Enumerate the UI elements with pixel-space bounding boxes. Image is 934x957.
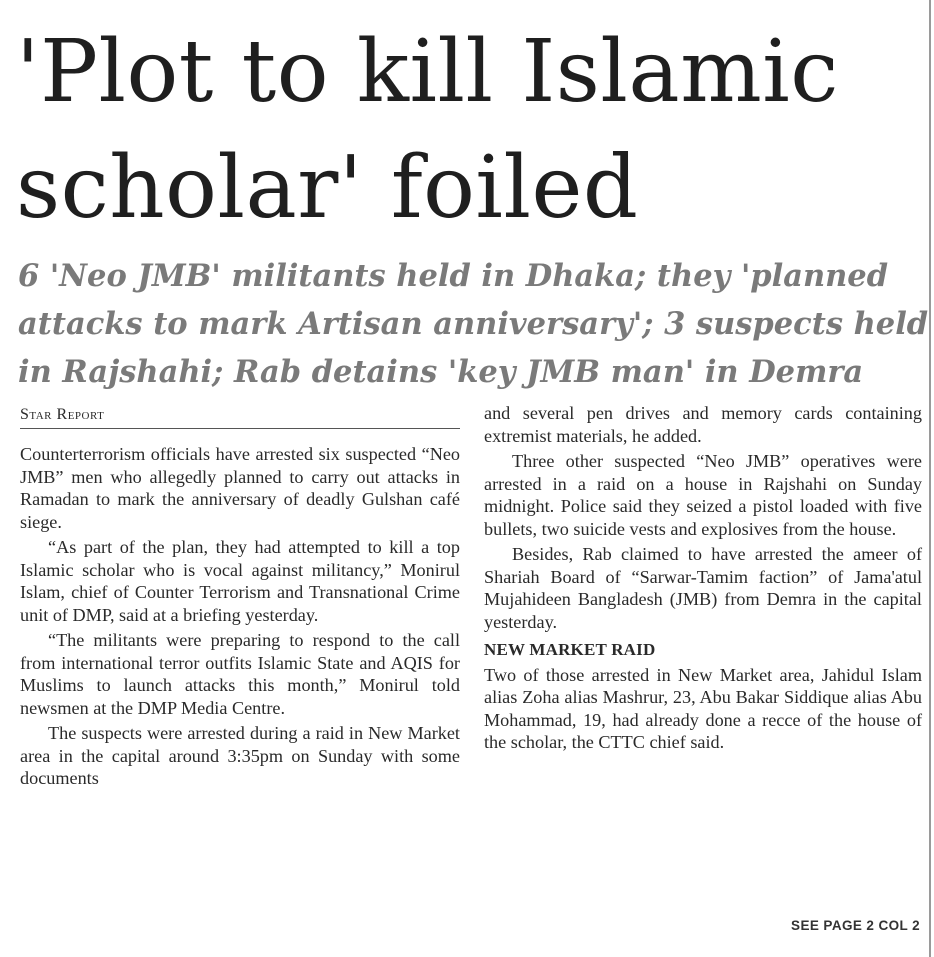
article-column-right xyxy=(484,402,922,754)
section-subhead: NEW MARKET RAID xyxy=(484,640,656,659)
paragraph: The suspects were arrested during a raid in New Market area in the capital around 3:35pm on Sunday with some documents xyxy=(20,723,460,788)
paragraph: Counterterrorism officials have arrested six suspected “Neo JMB” men who allegedly planned to carry out attacks in Ramadan to mark the anniversary of deadly Gulshan café siege. xyxy=(20,444,460,532)
deck-line-3: in Rajshahi; Rab detains 'key JMB man' in Demra xyxy=(18,354,864,390)
article-column-left xyxy=(20,404,460,790)
byline-rule xyxy=(20,428,460,429)
paragraph: and several pen drives and memory cards containing extremist materials, he added. xyxy=(484,403,922,446)
subheadline-deck xyxy=(18,252,928,396)
headline xyxy=(16,14,921,246)
byline: Star Report xyxy=(20,406,105,423)
page-edge-rule xyxy=(929,0,931,957)
headline-line-2: scholar' foiled xyxy=(16,138,639,238)
paragraph: “The militants were preparing to respond to the call from international terror outfits Islamic State and AQIS for Muslims to launch attacks this month,” Monirul told newsmen at the DMP Media Centre. xyxy=(20,630,460,718)
headline-line-1: 'Plot to kill Islamic xyxy=(16,22,839,122)
jump-line: SEE PAGE 2 COL 2 xyxy=(791,918,920,933)
paragraph: “As part of the plan, they had attempted to kill a top Islamic scholar who is vocal against militancy,” Monirul Islam, chief of Counter Terrorism and Transnational Crime unit of DMP, said at a briefing yesterday. xyxy=(20,537,460,625)
paragraph: Two of those arrested in New Market area, Jahidul Islam alias Zoha alias Mashrur, 23, Abu Bakar Siddique alias Abu Mohammad, 19, had already done a recce of the house of the scholar, the CTTC chief said. xyxy=(484,664,922,752)
deck-line-2: attacks to mark Artisan anniversary'; 3 suspects held xyxy=(18,306,929,342)
deck-line-1: 6 'Neo JMB' militants held in Dhaka; they 'planned xyxy=(18,258,889,294)
paragraph: Three other suspected “Neo JMB” operatives were arrested in a raid on a house in Rajshahi on Sunday midnight. Police said they seized a pistol loaded with five bullets, two suicide vests and explosives from the house. xyxy=(484,451,922,539)
paragraph: Besides, Rab claimed to have arrested the ameer of Shariah Board of “Sarwar-Tamim faction” of Jama'atul Mujahideen Bangladesh (JMB) from Demra in the capital yesterday. xyxy=(484,544,922,632)
